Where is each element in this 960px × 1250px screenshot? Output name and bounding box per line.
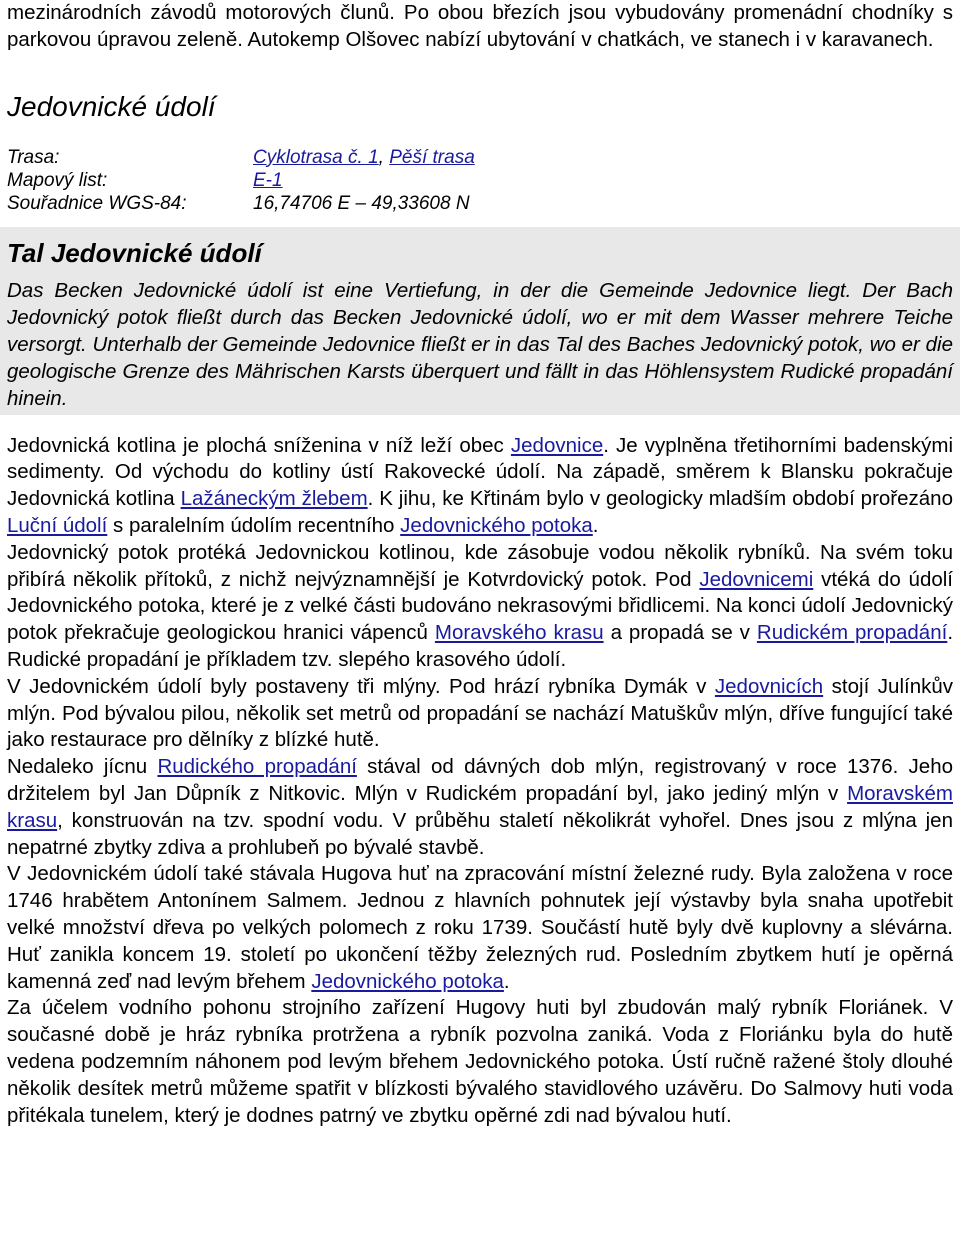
paragraph-ironworks [7, 861, 953, 995]
coords-value: 16,74706 E – 49,33608 N [253, 192, 470, 214]
coords-label: Souřadnice WGS-84: [7, 192, 187, 214]
jedovnicemi-link[interactable]: Jedovnicemi [699, 567, 814, 591]
jedovnice-link[interactable]: Jedovnice [510, 433, 604, 457]
text-segment: V Jedovnickém údolí byly postaveny tři mlýny. Pod hrází rybníka Dymák v [7, 674, 715, 698]
paragraph-stream [7, 540, 953, 674]
section-title: Jedovnické údolí [7, 90, 216, 122]
cycle-route-link[interactable]: Cyklotrasa č. 1 [253, 146, 379, 168]
moravsky-kras-link[interactable]: Moravského krasu [434, 621, 604, 645]
map-sheet-link[interactable]: E-1 [253, 169, 283, 191]
text-segment: Nedaleko jícnu [7, 755, 158, 779]
text-segment: . K jihu, ke Křtinám bylo v geologicky mladším období prořezáno [367, 487, 953, 511]
info-table [7, 146, 953, 215]
lazanecky-zleb-link[interactable]: Lažáneckým žlebem [180, 487, 368, 511]
rudicke-propadani-link[interactable]: Rudickém propadání [756, 621, 948, 645]
text-segment: s paralelním údolím recentního [107, 513, 401, 537]
lucni-udoli-link[interactable]: Luční údolí [7, 513, 108, 537]
route-row [7, 146, 953, 169]
jedovnicky-potok-link[interactable]: Jedovnického potoka [400, 513, 593, 537]
text-segment: . Rudické propadání je příkladem tzv. slepého krasového údolí. [7, 621, 954, 671]
paragraph-basin [7, 433, 953, 540]
map-label: Mapový list: [7, 169, 108, 191]
text-segment: Jedovnický potok protéká Jedovnickou kotlinou, kde zásobuje vodou několik rybníků. Na svém toku přibírá několik přítoků, z nichž nejvýznamnější je Kotvrdovický potok. Pod [7, 540, 953, 591]
paragraph-mills [7, 674, 953, 754]
german-text: Das Becken Jedovnické údolí ist eine Vertiefung, in der die Gemeinde Jedovnice liegt. Der Bach Jedovnický potok fließt durch das Becken Jedovnické údolí, wo er mit dem Wasser mehrere Teiche versorgt. Unterhalb der Gemeinde Jedovnice fließt er in das Tal des Baches Jedovnický potok, wo er die geologische Grenze des Mährischen Karsts überquert und fällt in das Höhlensystem Rudické propadání hinein. [7, 278, 953, 410]
route-separator: , [378, 146, 390, 168]
map-value [253, 169, 283, 192]
route-value [253, 146, 475, 169]
text-segment: , konstruován na tzv. spodní vodu. V průběhu staletí několikrát vyhořel. Dnes jsou z mlýna jen nepatrné zbytky zdiva a prohlubeň po bývalé stavbě. [7, 808, 953, 859]
text-segment: a propadá se v [603, 621, 757, 645]
text-segment: vtéká do údolí Jedovnického potoka, které je z velké části budováno nekrasovými břidlicemi. Na konci údolí Jedovnický potok překračuje geologickou hranici vápenců [7, 567, 954, 645]
text-segment: V Jedovnickém údolí také stávala Hugova huť na zpracování místní železné rudy. Byla založena v roce 1746 hrabětem Antonínem Salmem. Jednou z hlavních pohnutek její výstavby byla snaha upotřebit velké množství dřeva po velkých polomech z roku 1739. Součástí hutě byly dvě kuplovny a slévárna. Huť zanikla koncem 19. století po ukončení těžby železných rud. Posledním zbytkem hutí je opěrná kamenná zeď nad levým břehem [7, 862, 953, 993]
german-section [0, 227, 960, 415]
german-title: Tal Jedovnické údolí [7, 238, 262, 269]
text-segment: . Je vyplněna třetihorními badenskými sedimenty. Od východu do kotliny ústí Rakovecké údolí. Na západě, směrem k Blansku pokračuje Jedovnická kotlina [7, 433, 953, 511]
text-segment: . [592, 513, 599, 537]
paragraph-rudice-mill [7, 754, 953, 861]
walking-route-link[interactable]: Pěší trasa [389, 146, 475, 168]
coords-row [7, 192, 953, 215]
rudickeho-propadani-link[interactable]: Rudického propadání [157, 755, 357, 779]
moravskem-krasu-link[interactable]: Moravském krasu [7, 781, 953, 832]
map-row [7, 169, 953, 192]
intro-paragraph: mezinárodních závodů motorových člunů. Po obou březích jsou vybudovány promenádní chodníky s parkovou úpravou zeleně. Autokemp Olšovec nabízí ubytování v chatkách, ve stanech i v karavanech. [7, 1, 953, 51]
text-segment: stával od dávných dob mlýn, registrovaný v roce 1376. Jeho držitelem byl Jan Důpník z Nitkovic. Mlýn v Rudickém propadání byl, jako jediný mlýn v [7, 755, 954, 805]
paragraph-pond: Za účelem vodního pohonu strojního zařízení Hugovy huti byl zbudován malý rybník Floriánek. V současné době je hráz rybníka protržena a rybník pozvolna zaniká. Voda z Floriánku byla do hutě vedena podzemním náhonem pod levým břehem Jedovnického potoka. Ústí ručně ražené štoly dlouhé několik desítek metrů můžeme spatřit v blízkosti bývalého stavidlového uzávěru. Do Salmovy huti voda přitékala tunelem, který je dodnes patrný ve zbytku opěrné zdi nad bývalou hutí. [7, 996, 953, 1127]
route-label: Trasa: [7, 146, 60, 168]
jedovnicich-link[interactable]: Jedovnicích [714, 674, 824, 698]
text-segment: stojí Julínkův mlýn. Pod bývalou pilou, několik set metrů od propadání se nachází Matuškův mlýn, dříve fungující také jako restaurace pro dělníky z blízké hutě. [7, 674, 953, 752]
text-segment: . [503, 969, 510, 993]
text-segment: Jedovnická kotlina je plochá sníženina v níž leží obec [7, 433, 511, 457]
jedovnickeho-potoka-link[interactable]: Jedovnického potoka [311, 969, 504, 993]
